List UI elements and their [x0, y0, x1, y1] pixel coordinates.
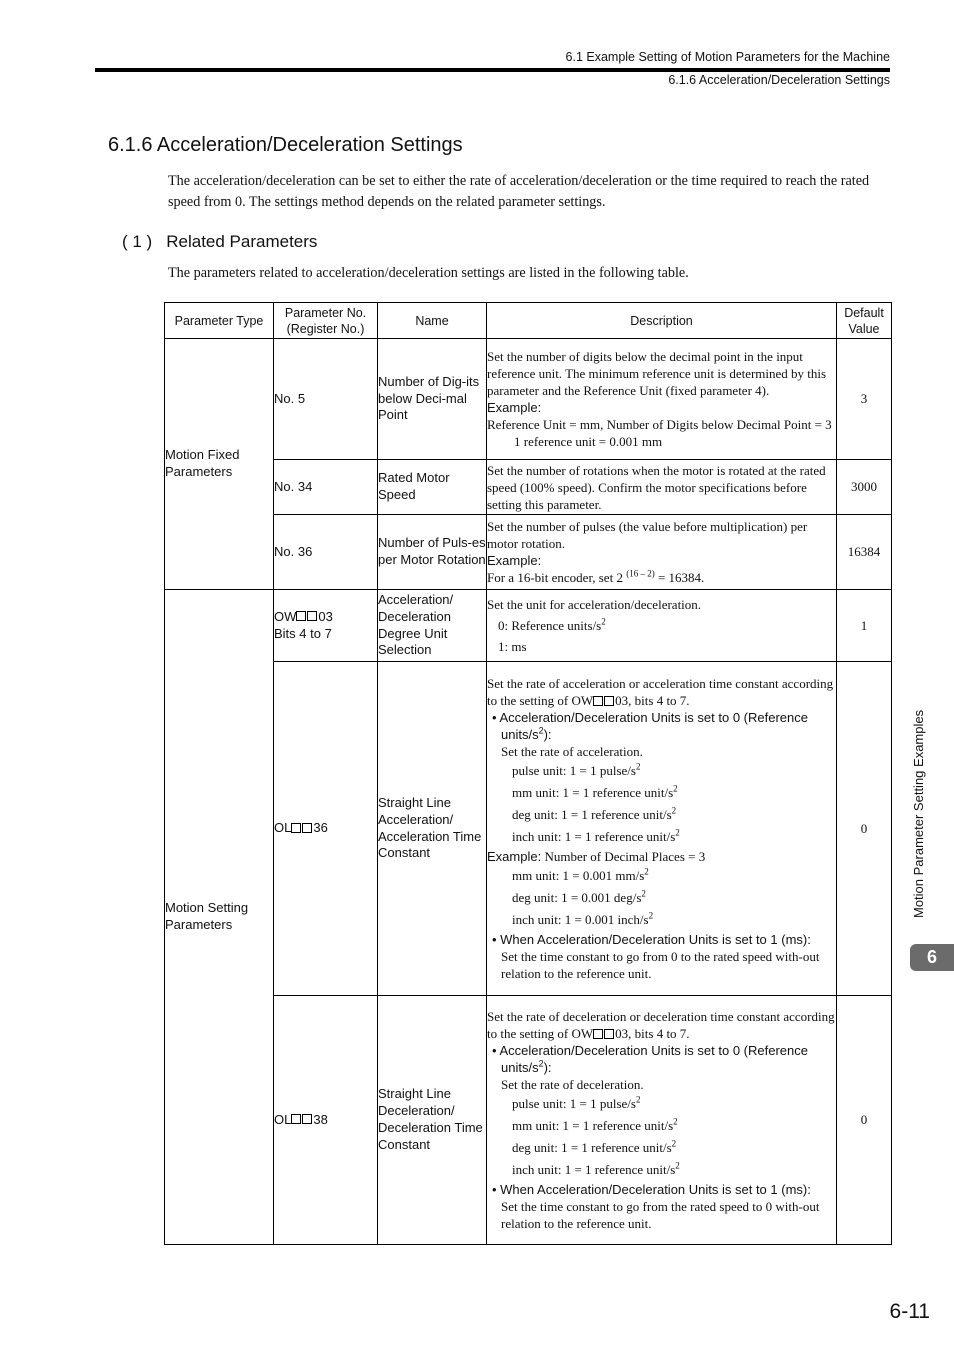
subsection-title: Related Parameters: [166, 232, 318, 251]
chapter-tab[interactable]: 6: [910, 944, 954, 971]
param-name: Straight Line Deceleration/ Deceleration Time Constant: [378, 996, 487, 1245]
placeholder-box-icon: [307, 611, 317, 621]
param-description: Set the rate of deceleration or deceleration time constant according to the setting of OW 03, bits 4 to 7. • Acceleration/Deceleration Units is set to 0 (Reference units/$s^2$): Set the rate of deceleration. pulse unit: 1 = 1 pulse/$s^2$ mm unit: 1 = 1 reference unit/$s^2$ deg unit: 1 = 1 reference unit/$s^2$ inch unit: 1 = 1 reference unit/$s^2$ • When Acceleration/Deceleration Units is set to 1 (ms): Set the time constant to go from the rated speed to 0 with-out relation to the reference unit.: [487, 996, 837, 1245]
table-header-row: [165, 303, 892, 339]
param-name: Number of Puls-es per Motor Rotation: [378, 515, 487, 590]
running-header-section: 6.1 Example Setting of Motion Parameters for the Machine: [565, 50, 890, 64]
side-tab-label: Motion Parameter Setting Examples: [911, 709, 926, 918]
param-name: Straight Line Acceleration/ Acceleration Time Constant: [378, 662, 487, 996]
param-default: 16384: [837, 515, 892, 590]
table-row: [165, 590, 892, 662]
header-parameter-no: Parameter No. (Register No.): [274, 303, 378, 339]
param-name: Number of Dig-its below Deci-mal Point: [378, 339, 487, 460]
param-no: No. 34: [274, 460, 378, 515]
placeholder-box-icon: [302, 1114, 312, 1124]
param-description: Set the number of rotations when the motor is rotated at the rated speed (100% speed). Confirm the motor specifications before setting this parameter.: [487, 460, 837, 515]
header-parameter-type: Parameter Type: [165, 303, 274, 339]
param-description: Set the rate of acceleration or acceleration time constant according to the setting of OW 03, bits 4 to 7. • Acceleration/Deceleration Units is set to 0 (Reference units/$s^2$): Set the rate of acceleration. pulse unit: 1 = 1 pulse/$s^2$ mm unit: 1 = 1 reference unit/$s^2$ deg unit: 1 = 1 reference unit/$s^2$ inch unit: 1 = 1 reference unit/$s^2$ Example: Number of Decimal Places = 3 mm unit: 1 = 0.001 $mm/s^2$ deg unit: 1 = 0.001 deg/$s^2$ inch unit: 1 = 0.001 inch/$s^2$ • When Acceleration/Deceleration Units is set to 1 (ms): Set the time constant to go from 0 to the rated speed with-out relation to the reference unit.: [487, 662, 837, 996]
section-title: 6.1.6 Acceleration/Deceleration Settings: [108, 134, 463, 156]
table-row: [165, 515, 892, 590]
placeholder-box-icon: [604, 1029, 614, 1039]
running-header-subsection: 6.1.6 Acceleration/Deceleration Settings: [668, 73, 890, 87]
group-motion-fixed: Motion Fixed Parameters: [165, 339, 274, 590]
param-description: Set the number of pulses (the value before multiplication) per motor rotation. Example: For a 16-bit encoder, set 2 $^{(16 - 2)}$ = 16384.: [487, 515, 837, 590]
placeholder-box-icon: [302, 823, 312, 833]
subsection-heading: [122, 232, 317, 252]
param-name: Rated Motor Speed: [378, 460, 487, 515]
header-name: Name: [378, 303, 487, 339]
placeholder-box-icon: [604, 696, 614, 706]
page-number: 6-11: [889, 1300, 930, 1323]
param-default: 0: [837, 662, 892, 996]
placeholder-box-icon: [593, 696, 603, 706]
table-row: [165, 662, 892, 996]
placeholder-box-icon: [291, 823, 301, 833]
param-default: 3000: [837, 460, 892, 515]
header-default-value: Default Value: [837, 303, 892, 339]
param-no: No. 5: [274, 339, 378, 460]
param-no: No. 36: [274, 515, 378, 590]
section-intro: The acceleration/deceleration can be set to either the rate of acceleration/deceleration or the time required to reach the rated speed from 0. The settings method depends on the related parameter settings.: [168, 173, 870, 210]
param-name: Acceleration/ Deceleration Degree Unit Selection: [378, 590, 487, 662]
param-default: 3: [837, 339, 892, 460]
placeholder-box-icon: [593, 1029, 603, 1039]
table-row: [165, 996, 892, 1245]
placeholder-box-icon: [296, 611, 306, 621]
subsection-lead: The parameters related to acceleration/deceleration settings are listed in the following table.: [168, 265, 689, 281]
param-default: 0: [837, 996, 892, 1245]
param-no: OL 38: [274, 996, 378, 1245]
header-rule: [95, 68, 890, 72]
header-description: Description: [487, 303, 837, 339]
table-row: [165, 339, 892, 460]
group-motion-setting: Motion Setting Parameters: [165, 590, 274, 1245]
table-row: [165, 460, 892, 515]
param-description: Set the unit for acceleration/deceleration. 0: Reference units/$s^2$ 1: ms: [487, 590, 837, 662]
subsection-number: ( 1 ): [122, 232, 153, 251]
param-default: 1: [837, 590, 892, 662]
parameters-table: [164, 302, 892, 1245]
param-no: OW 03 Bits 4 to 7: [274, 590, 378, 662]
placeholder-box-icon: [291, 1114, 301, 1124]
param-no: OL 36: [274, 662, 378, 996]
param-description: Set the number of digits below the decimal point in the input reference unit. The minimum reference unit is determined by this parameter and the Reference Unit (fixed parameter 4). Example: Reference Unit = mm, Number of Digits below Decimal Point = 3 1 reference unit = 0.001 mm: [487, 339, 837, 460]
